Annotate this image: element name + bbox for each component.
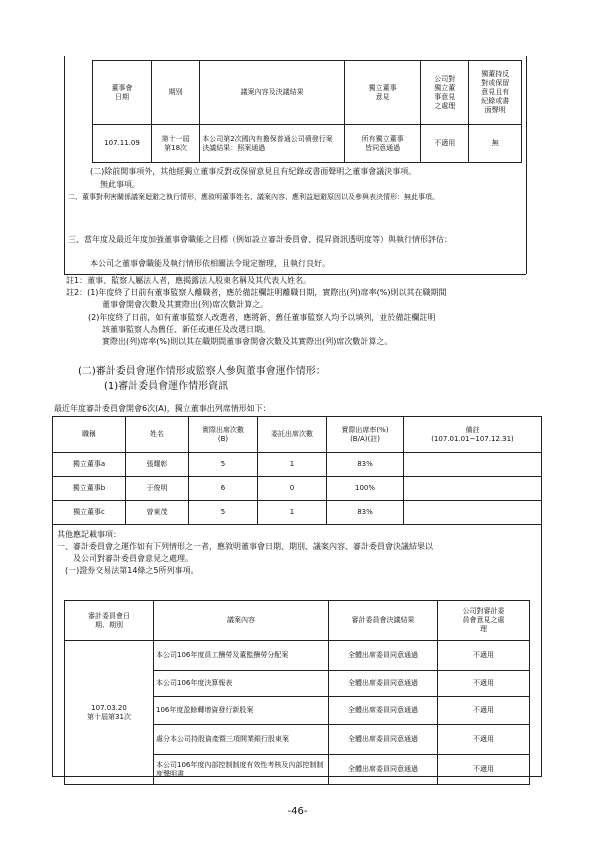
t2-row-proxy: 1 xyxy=(258,501,327,525)
t2-header-b: 實際出席次數 (B) xyxy=(189,417,258,453)
t3-header-result: 審計委員會決議結果 xyxy=(329,601,438,641)
audit-resolution-table xyxy=(64,600,530,785)
page-number: -46- xyxy=(287,806,308,817)
t2-row-title: 獨立董事a xyxy=(53,453,126,477)
t2-row-title: 獨立董事b xyxy=(53,477,126,501)
frame-left xyxy=(64,56,65,274)
frame-right xyxy=(526,56,527,274)
t2-header-remark: 備註 (107.01.01~107.12.31) xyxy=(404,417,542,453)
t2-row-b: 6 xyxy=(189,477,258,501)
table-row xyxy=(65,641,530,671)
t2-row-rate: 83% xyxy=(327,453,404,477)
t3-row-handling: 不適用 xyxy=(438,725,530,755)
t2-row-proxy: 1 xyxy=(258,453,327,477)
t3-date: 107.03.20 第十屆第31次 xyxy=(65,641,154,785)
t3-header-content: 議案內容 xyxy=(154,601,329,641)
t2-header-name: 姓名 xyxy=(126,417,189,453)
t1-content: 本公司第2次國內有擔保普通公司債發行案 決議結果：照案通過 xyxy=(200,125,345,163)
t3-row-result: 全體出席委員同意通過 xyxy=(329,725,438,755)
t1-opinion: 所有獨立董事 皆同意通過 xyxy=(345,125,421,163)
board-resolution-table xyxy=(92,60,522,163)
t3-row-result: 全體出席委員同意通過 xyxy=(329,755,438,785)
item-2: 二、董事對利害關係議案迴避之執行情形，應敘明董事姓名、議案內容、應利益迴避原因以及參與表決情形：無此事項。 xyxy=(68,193,439,201)
table-row xyxy=(53,477,542,501)
t3-row-handling: 不適用 xyxy=(438,755,530,785)
t2-row-rate: 83% xyxy=(327,501,404,525)
t2-row-name: 于俊明 xyxy=(126,477,189,501)
t3-row-content: 本公司106年度內部控制制度有效性考核及內部控制制度聲明書 xyxy=(154,755,329,785)
t2-row-remark xyxy=(404,453,542,477)
t1-header-content: 議案內容及決議結果 xyxy=(200,61,345,125)
t3-row-handling: 不適用 xyxy=(438,641,530,671)
t1-header-period: 期別 xyxy=(151,61,199,125)
t3-row-handling: 不適用 xyxy=(438,697,530,725)
t3-row-content: 本公司106年度決算報表 xyxy=(154,671,329,697)
item-3-answer: 本公司之董事會職能及執行情形依相關法令規定辦理，且執行良好。 xyxy=(90,259,330,268)
note-2-b: 董事會開會次數及其實際出(列)席次數計算之。 xyxy=(102,300,269,309)
t1-period: 第十一屆 第18次 xyxy=(151,125,199,163)
t2-row-remark xyxy=(404,477,542,501)
t2-row-remark xyxy=(404,501,542,525)
t2-other-2: (一)證券交易法第14條之5所列事項。 xyxy=(65,566,199,575)
t1-header-opinion: 獨立董事 意見 xyxy=(345,61,421,125)
t2-row-name: 張耀彰 xyxy=(126,453,189,477)
t3-row-handling: 不適用 xyxy=(438,671,530,697)
t2-row-rate: 100% xyxy=(327,477,404,501)
section-2-sub: (1)審計委員會運作情形資訊 xyxy=(104,381,229,392)
note-2-e: 實際出(列)席率(%)則以其在職期間董事會開會次數及其實際出(列)席次數計算之。 xyxy=(102,337,393,346)
t2-row-name: 曾東茂 xyxy=(126,501,189,525)
t2-header-title: 職稱 xyxy=(53,417,126,453)
section-2-title: (二)審計委員會運作情形或監察人參與董事會運作情形： xyxy=(78,366,326,377)
t1-handling: 不適用 xyxy=(421,125,469,163)
t2-header-rate: 實際出席率(%) (B/A)(註) xyxy=(327,417,404,453)
t3-row-result: 全體出席委員同意通過 xyxy=(329,671,438,697)
item-1-2-answer: 無此事項。 xyxy=(100,180,140,189)
t2-row-b: 5 xyxy=(189,453,258,477)
t2-row-b: 5 xyxy=(189,501,258,525)
t1-dissent: 無 xyxy=(469,125,522,163)
t1-header-handling: 公司對 獨立董 事意見 之處理 xyxy=(421,61,469,125)
note-2-a: 註2：(1)年度終了日前有董事監察人離職者，應於備註欄註明離職日期，實際出(列)席率(%)則以其在職期間 xyxy=(66,288,447,297)
t3-row-result: 全體出席委員同意通過 xyxy=(329,641,438,671)
item-1-2: (二)除前開事項外，其他經獨立董事反對或保留意見且有紀錄或書面聲明之董事會議決事項。 xyxy=(90,167,417,176)
note-2-c: (2)年度終了日前，如有董事監察人改選者，應將新、舊任董事監察人均予以填列，並於備註欄註明 xyxy=(88,313,436,322)
t2-other-1b: 及公司對審計委員會意見之處理。 xyxy=(73,554,193,563)
frame-bottom xyxy=(64,274,526,275)
t3-row-content: 106年度盈餘轉增資發行新股案 xyxy=(154,697,329,725)
t2-row-proxy: 0 xyxy=(258,477,327,501)
t3-row-content: 處分本公司持股資產暨三項開業銀行股東案 xyxy=(154,725,329,755)
t1-header-date: 董事會 日期 xyxy=(93,61,152,125)
t1-header-dissent: 獨董持反 對或保留 意見且有 紀錄或書 面聲明 xyxy=(469,61,522,125)
note-1: 註1：董事、監察人屬法人者，應揭露法人股東名稱及其代表人姓名。 xyxy=(66,276,312,285)
table-row xyxy=(53,501,542,525)
t1-date: 107.11.09 xyxy=(93,125,152,163)
t3-header-handling: 公司對審計委 員會意見之處 理 xyxy=(438,601,530,641)
note-2-d: 該董事監察人為舊任、新任或連任及改選日期。 xyxy=(102,325,270,334)
t3-header-date: 審計委員會日 期、期別 xyxy=(65,601,154,641)
t3-row-content: 本公司106年度員工酬勞及董監酬勞分配案 xyxy=(154,641,329,671)
table-row xyxy=(53,453,542,477)
t2-other-title: 其他應記載事項： xyxy=(57,530,121,539)
t3-row-result: 全體出席委員同意通過 xyxy=(329,697,438,725)
audit-intro: 最近年度審計委員會開會6次(A)，獨立董事出列席情形如下： xyxy=(54,404,271,413)
t2-header-proxy: 委託出席次數 xyxy=(258,417,327,453)
item-3: 三、當年度及最近年度加強董事會職能之目標（例如設立審計委員會、提昇資訊透明度等）與執行情形評估： xyxy=(68,235,452,244)
t2-other-1: 一、審計委員會之運作如有下列情形之一者，應敘明董事會日期、期別、議案內容、審計委員會決議結果以 xyxy=(57,542,433,551)
t2-row-title: 獨立董事c xyxy=(53,501,126,525)
